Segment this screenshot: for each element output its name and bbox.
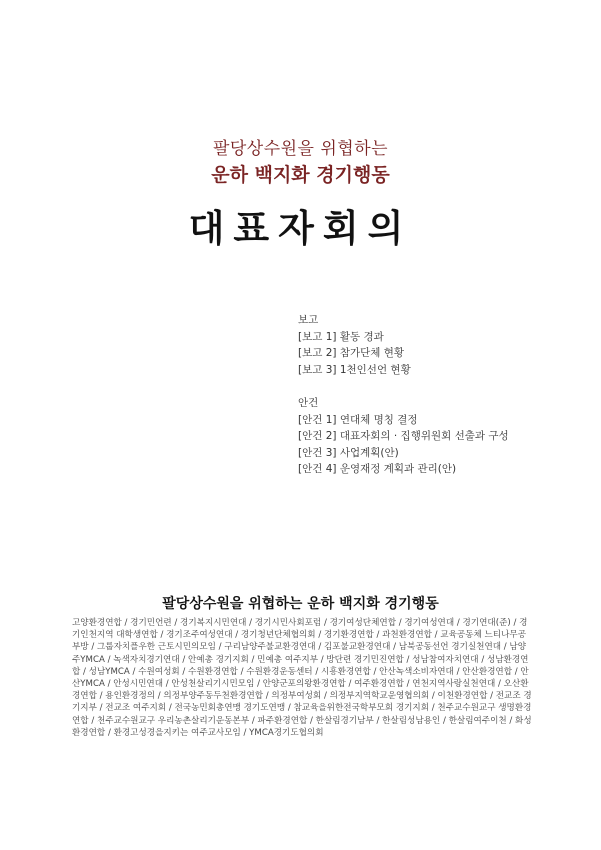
organizations-list: 고양환경연합 / 경기민언련 / 경기복지시민연대 / 경기시민사회포럼 / 경기여성단체연합 / 경기여성연대 / 경기연대(준) / 경기인천지역 대학생연합 / 경기조주여성연대 / 경기청년단체협의회 / 경기환경연합 / 과천환경연합 / 교육공동체 느티나무공부방 / 그룹자치플우한 근토시민의모임 / 구리남양주불교환경연대 / 김포불교환경연대 / 남북공동선언 경기실천연대 / 남양주YMCA / 녹색자치경기연대 / 안예총 경기지회 / 민예총 여주지부 / 방단련 경기민진연합 / 성남참여자치연대 / 성남환경연합 / 성남YMCA / 수원여성회 / 수원환경연합 / 수원환경운동센터 / 시흥환경연합 / 안산녹색소비자연대 / 안산환경연합 / 안산YMCA / 안성시민연대 / 안성천살리기시민모임 / 안양군포의왕환경연합 / 여주환경연합 / 연천지역사랑실천연대 / 오산환경연합 / 용인환경정의 / 의정부양주동두천환경연합 / 의정부여성회 / 의정부지역학교운영협의회 / 이천환경연합 / 전교조 경기지부 / 전교조 여주지회 / 전국농민회총연맹 경기도연맹 / 참교육을위한전국학부모회 경기지회 / 천주교수원교구 생명환경연합 / 천주교수원교구 우리농촌살리기운동본부 / 파주환경연합 / 한살림경기남부 / 한살림성남용인 / 한살림여주이천 / 화성환경연합 / 환경고성경을지키는 여주교사모임 / YMCA경기도협의회: [72, 618, 532, 738]
proposal-item: [안건 3] 사업계획(안): [298, 446, 399, 459]
report-heading: 보고: [298, 314, 319, 326]
report-item: [보고 2] 참가단체 현황: [298, 347, 405, 359]
document-title: 대표자회의: [188, 207, 413, 250]
header-subtitle: 팔당상수원을 위협하는: [212, 139, 389, 159]
agenda-section: [298, 312, 588, 478]
proposal-item: [안건 4] 운영재정 계획과 관리(안): [298, 463, 457, 475]
report-item: [보고 1] 활동 경과: [298, 330, 384, 343]
proposal-item: [안건 1] 연대체 명칭 결정: [298, 413, 418, 426]
section-spacer: [298, 378, 588, 395]
proposal-item: [안건 2] 대표자회의 · 집행위원회 선출과 구성: [298, 430, 509, 442]
header-main-title: 운하 백지화 경기행동: [211, 164, 390, 186]
proposal-heading: 안건: [298, 397, 319, 409]
report-item: [보고 3] 1천인선언 현황: [298, 363, 411, 376]
organizations-heading: 팔당상수원을 위협하는 운하 백지화 경기행동: [162, 596, 439, 612]
